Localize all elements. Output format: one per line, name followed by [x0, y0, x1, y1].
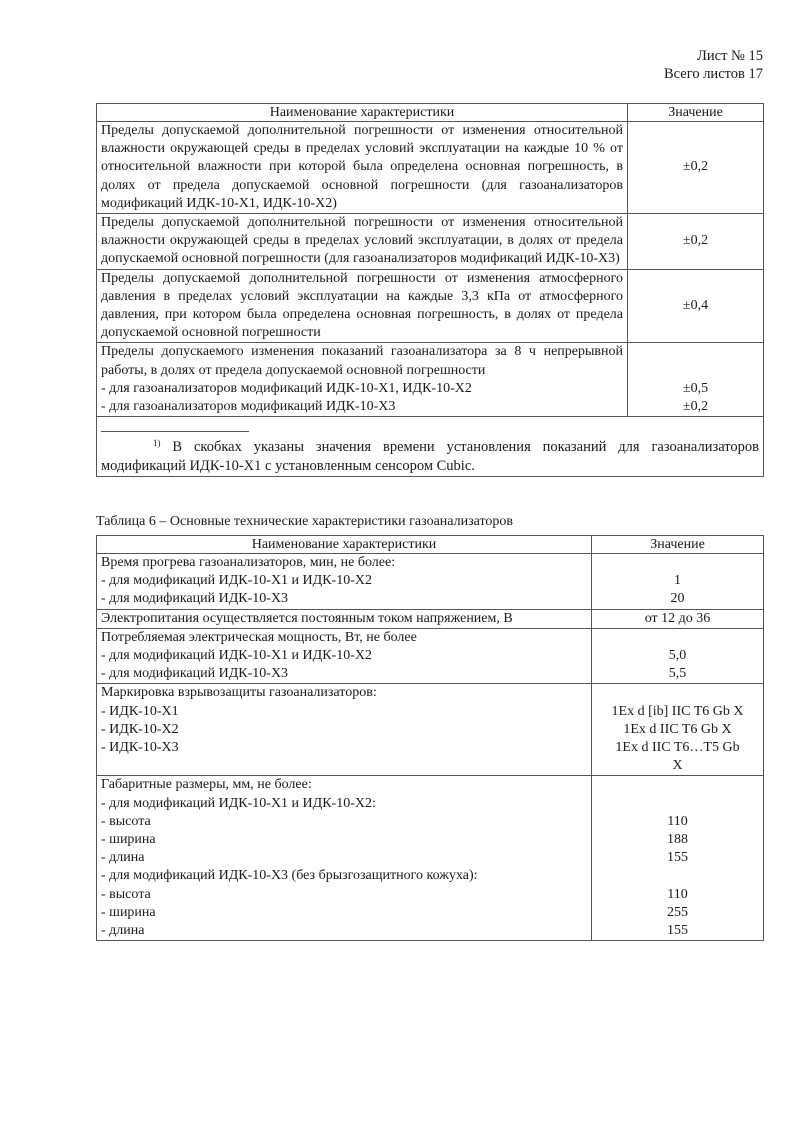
table-6 — [96, 535, 764, 941]
name-line — [101, 757, 587, 775]
name-line: - ИДК-10-Х1 — [101, 703, 179, 719]
name-line: Габаритные размеры, мм, не более: — [101, 777, 312, 793]
name-line: - ширина — [101, 904, 156, 920]
column-header-value: Значение — [592, 536, 764, 554]
value-line: 1Ex d IIC T6 Gb X — [623, 721, 732, 737]
value-line: 110 — [667, 813, 688, 829]
value-line — [596, 554, 759, 572]
value-line: 1Ex d IIC T6…T5 Gb — [615, 740, 740, 756]
table-header-row — [97, 536, 764, 554]
footnote — [101, 434, 759, 476]
characteristic-value — [592, 628, 764, 684]
column-header-name: Наименование характеристики — [97, 104, 628, 122]
value-line — [632, 343, 759, 379]
value-line — [596, 684, 759, 702]
name-line: - для газоанализаторов модификаций ИДК-10-Х1, ИДК-10-Х2 — [101, 380, 472, 396]
name-line: Пределы допускаемого изменения показаний газоанализатора за 8 ч непрерывной работы, в долях от предела допускаемой основной погрешности — [101, 344, 623, 378]
table-header-row — [97, 104, 764, 122]
footnote-marker: 1) — [153, 438, 161, 449]
footnote-rule — [101, 431, 249, 432]
characteristic-value: ±0,2 — [628, 214, 764, 270]
characteristic-value: ±0,2 — [628, 122, 764, 214]
value-line — [596, 776, 759, 812]
column-header-value: Значение — [628, 104, 764, 122]
characteristic-value — [592, 776, 764, 941]
total-sheets: Всего листов 17 — [664, 66, 763, 82]
value-line: 5,5 — [668, 666, 687, 682]
value-line: 188 — [667, 832, 688, 848]
sheet-info — [664, 47, 763, 83]
name-line: Маркировка взрывозащиты газоанализаторов: — [101, 685, 377, 701]
sheet-number: Лист № 15 — [697, 48, 763, 64]
name-line: Время прогрева газоанализаторов, мин, не более: — [101, 555, 396, 570]
name-line: - для газоанализаторов модификаций ИДК-10-Х3 — [101, 399, 396, 415]
characteristic-value — [592, 684, 764, 776]
characteristic-name — [97, 684, 592, 776]
characteristic-name: Пределы допускаемой дополнительной погрешности от изменения атмосферного давления в пределах условий эксплуатации на каждые 3,3 кПа от атмосферного давления, при котором была определена основная погрешность, в долях от предела допускаемой основной погрешности — [97, 269, 628, 343]
name-line: - высота — [101, 886, 151, 902]
value-line: 155 — [667, 850, 688, 866]
characteristic-value — [592, 554, 764, 610]
table-row — [97, 684, 764, 776]
table-row — [97, 609, 764, 628]
characteristic-name: Пределы допускаемой дополнительной погрешности от изменения относительной влажности окружающей среды в пределах условий эксплуатации на каждые 10 % от относительной влажности при которой была определена основная погрешность, в долях от предела допускаемой основной погрешности (для газоанализаторов модификаций ИДК-10-Х1, ИДК-10-Х2) — [97, 122, 628, 214]
name-line: Потребляемая электрическая мощность, Вт, не более — [101, 629, 417, 645]
characteristic-value: от 12 до 36 — [592, 609, 764, 628]
value-line: ±0,5 — [682, 380, 709, 396]
name-line: - высота — [101, 813, 151, 829]
table-5-continued — [96, 103, 764, 477]
footnote-row — [97, 417, 764, 477]
value-line: 255 — [667, 904, 688, 920]
value-line — [596, 629, 759, 647]
value-line: 1 — [674, 573, 681, 589]
table-row — [97, 343, 764, 417]
characteristic-name: Электропитания осуществляется постоянным током напряжением, В — [97, 609, 592, 628]
characteristic-name — [97, 554, 592, 610]
value-line: 155 — [667, 923, 688, 939]
table-row — [97, 554, 764, 610]
value-line: 110 — [667, 886, 688, 902]
characteristic-name — [97, 628, 592, 684]
name-line: - для модификаций ИДК-10-Х1 и ИДК-10-Х2: — [101, 795, 376, 811]
name-line: - длина — [101, 850, 145, 866]
footnote-text: В скобках указаны значения времени установления показаний для газоанализаторов модификаций ИДК-10-Х1 с установленным сенсором Cubic. — [101, 439, 760, 475]
table-row — [97, 214, 764, 270]
table-6-caption: Таблица 6 – Основные технические характеристики газоанализаторов — [96, 514, 514, 529]
table-row — [97, 628, 764, 684]
name-line: - для модификаций ИДК-10-Х1 и ИДК-10-Х2 — [101, 648, 372, 664]
name-line: - для модификаций ИДК-10-Х1 и ИДК-10-Х2 — [101, 573, 372, 589]
name-line: - для модификаций ИДК-10-Х3 — [101, 591, 289, 607]
value-line: 20 — [670, 591, 685, 607]
name-line: - длина — [101, 923, 145, 939]
characteristic-name — [97, 343, 628, 417]
characteristic-name: Пределы допускаемой дополнительной погрешности от изменения относительной влажности окружающей среды в пределах условий эксплуатации, в долях от предела допускаемой основной погрешности (для газоанализаторов модификаций ИДК-10-Х3) — [97, 214, 628, 270]
value-line: ±0,2 — [682, 399, 709, 415]
table-row — [97, 122, 764, 214]
characteristic-name — [97, 776, 592, 941]
value-line: X — [672, 758, 683, 774]
column-header-name: Наименование характеристики — [97, 536, 592, 554]
characteristic-value — [628, 343, 764, 417]
table-row — [97, 269, 764, 343]
value-line: 5,0 — [668, 648, 687, 663]
value-line — [596, 867, 759, 885]
name-line: - ИДК-10-Х3 — [101, 740, 179, 756]
name-line: - ИДК-10-Х2 — [101, 721, 179, 737]
value-line: 1Ex d [ib] IIC T6 Gb X — [611, 703, 744, 719]
footnote-cell — [97, 417, 764, 477]
name-line: - ширина — [101, 832, 156, 848]
table-row — [97, 776, 764, 941]
characteristic-value: ±0,4 — [628, 269, 764, 343]
name-line: - для модификаций ИДК-10-Х3 — [101, 666, 289, 682]
name-line: - для модификаций ИДК-10-Х3 (без брызгозащитного кожуха): — [101, 868, 478, 884]
